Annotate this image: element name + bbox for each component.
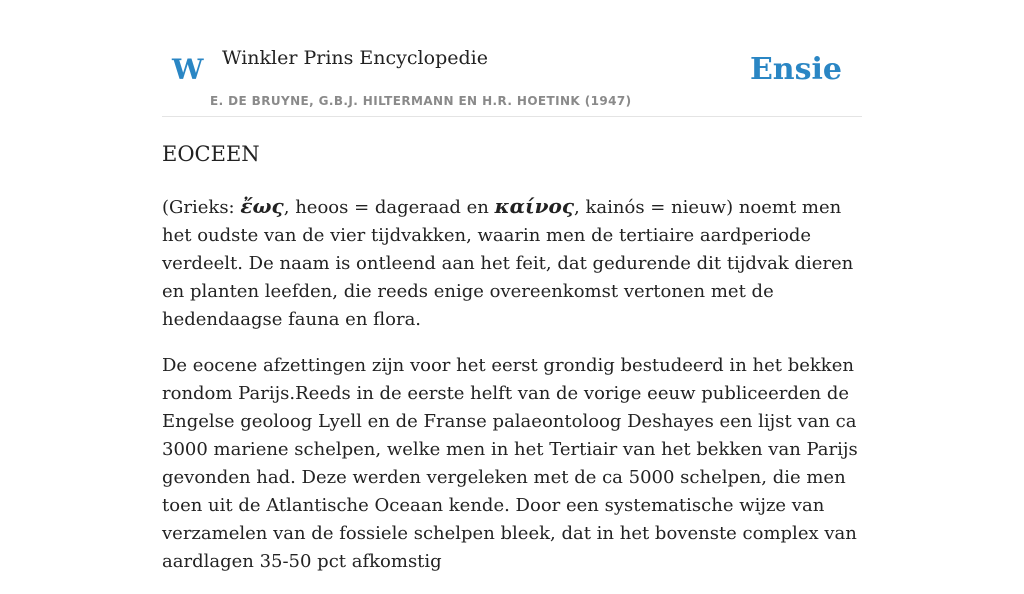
- paragraph-text: , kainós = nieuw) noemt men het oudste van de vier tijdvakken, waarin men de tertiaire aardperiode verdeelt. De naam is ontleend aan het feit, dat gedurende dit tijdvak dieren en planten leefden, die reeds enige overeenkomst vertonen met de hedendaagse fauna en flora.: [162, 197, 854, 330]
- site-header: [162, 0, 862, 117]
- article-title: EOCEEN: [162, 142, 260, 166]
- publication-logo[interactable]: W: [172, 53, 204, 86]
- ensie-logo[interactable]: Ensie: [749, 52, 842, 87]
- paragraph-text: , heoos = dageraad en: [283, 197, 495, 218]
- publication-title[interactable]: Winkler Prins Encyclopedie: [222, 47, 488, 69]
- publication-authors: E. DE BRUYNE, G.B.J. HILTERMANN EN H.R. HOETINK (1947): [210, 94, 632, 108]
- greek-word: καίνος: [494, 194, 575, 218]
- article-body: [162, 192, 862, 594]
- article-paragraph: De eocene afzettingen zijn voor het eerst grondig bestudeerd in het bekken rondom Parijs.Reeds in de eerste helft van de vorige eeuw publiceerden de Engelse geoloog Lyell en de Franse palaeontoloog Deshayes een lijst van ca 3000 mariene schelpen, welke men in het Tertiair van het bekken van Parijs gevonden had. Deze werden vergeleken met de ca 5000 schelpen, die men toen uit de Atlantische Oceaan kende. Door een systematische wijze van verzamelen van de fossiele schelpen bleek, dat in het bovenste complex van aardlagen 35-50 pct afkomstig: [162, 355, 858, 572]
- article-paragraph: [162, 192, 862, 334]
- paragraph-text: (Grieks:: [162, 197, 241, 218]
- greek-word: ἔως: [240, 194, 284, 218]
